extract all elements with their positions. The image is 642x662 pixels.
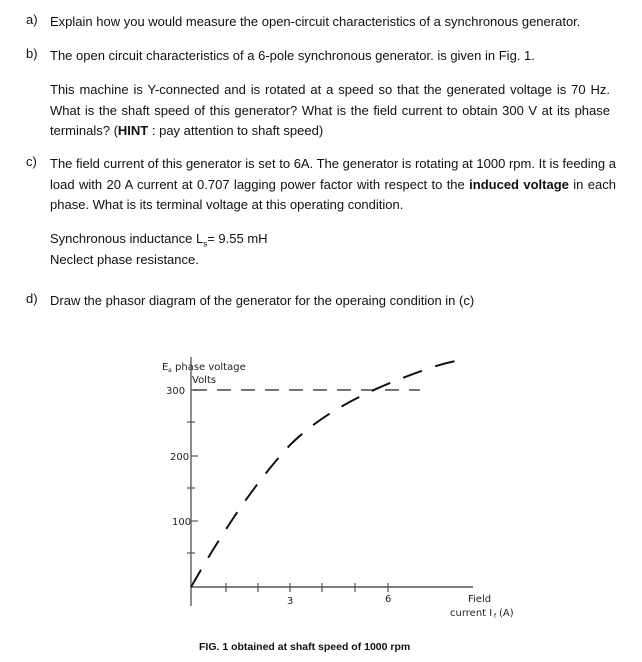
svg-text:Volts: Volts: [192, 375, 217, 386]
svg-text:(A): (A): [499, 608, 514, 619]
y-ticks: [187, 390, 198, 553]
svg-text:f: f: [494, 613, 497, 620]
svg-text:3: 3: [287, 596, 294, 607]
tick-labels: [166, 386, 391, 607]
hint-label: HINT: [117, 123, 149, 138]
y-axis: [191, 357, 473, 606]
axis-labels: [162, 362, 514, 620]
question-a-label: a): [26, 12, 38, 27]
inductance-line: Synchronous inductance $L_s= 9.55$ mH: [50, 231, 268, 249]
svg-text:6: 6: [385, 594, 392, 605]
svg-text:300: 300: [166, 386, 186, 397]
svg-text:a: a: [168, 367, 172, 374]
question-a-text: Explain how you would measure the open-circuit characteristics of a synchronous generator.: [50, 14, 581, 29]
question-b-text: The open circuit characteristics of a 6-pole synchronous generator. is given in Fig. 1.: [50, 48, 535, 63]
svg-text:100: 100: [172, 517, 192, 528]
svg-text:Field: Field: [468, 594, 492, 605]
question-c-text: The field current of this generator is set to 6A. The generator is rotating at 1000 rpm. It is feeding a load with 20 A current at 0.707 lagging power factor with respect to the induced voltage in each phase. What is its terminal voltage at this operating condition.: [50, 156, 616, 212]
question-d-text: Draw the phasor diagram of the generator for the operaing condition in (c): [50, 293, 475, 308]
svg-text:phase voltage: phase voltage: [175, 362, 246, 373]
svg-text:200: 200: [170, 452, 190, 463]
svg-text:E: E: [162, 362, 169, 373]
question-b-paragraph: This machine is Y-connected and is rotated at a speed so that the generated voltage is 70 Hz. What is the shaft speed of this generator? What is the field current to obtain 300 V at its phase terminals? (HINT : pay attention to shaft speed): [50, 82, 610, 138]
question-c-label: c): [26, 154, 37, 169]
svg-text:current I: current I: [450, 608, 493, 619]
question-b-label: b): [26, 46, 38, 61]
figure-caption: FIG. 1 obtained at shaft speed of 1000 rpm: [199, 641, 411, 653]
question-d-label: d): [26, 291, 38, 306]
occ-curve: [191, 361, 456, 587]
resistance-note: Neclect phase resistance.: [50, 252, 199, 267]
